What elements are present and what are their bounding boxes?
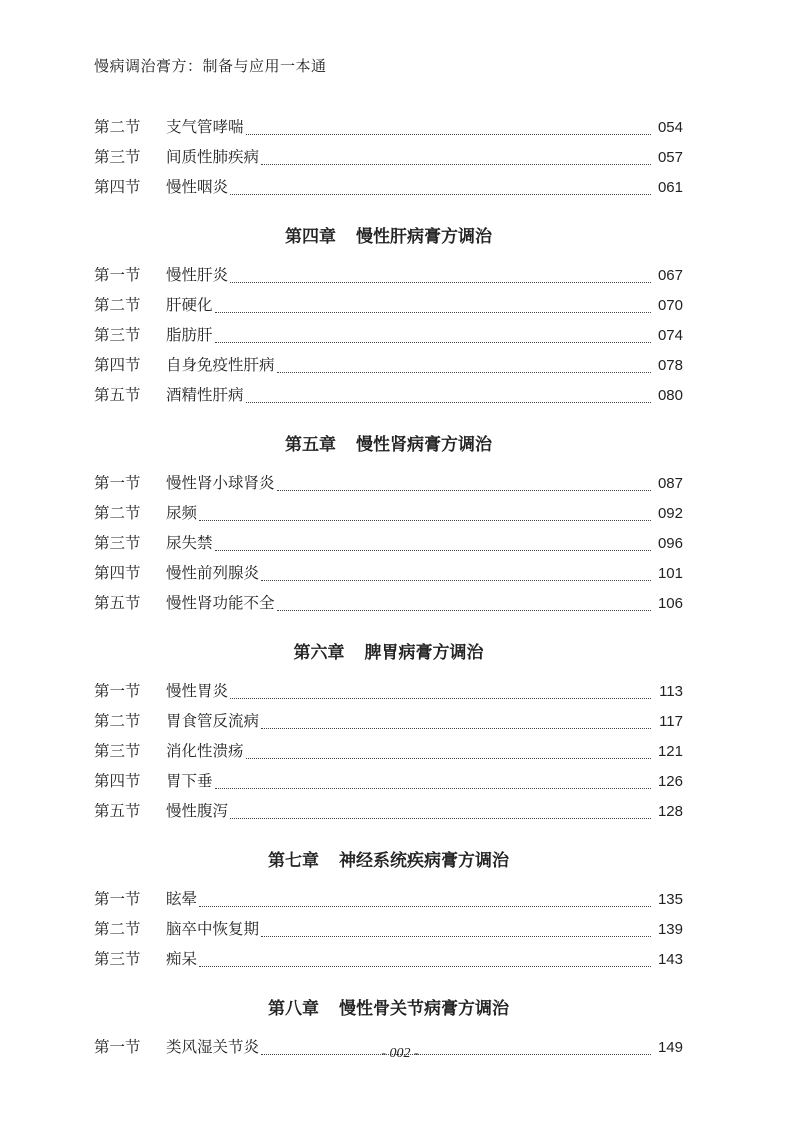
chapter-number: 第五章 [285,434,336,455]
toc-entry [94,293,683,323]
section-page-number: 070 [657,297,683,314]
chapter-title: 慢性肾病膏方调治 [356,434,492,455]
dot-leader [261,728,651,729]
section-page-number: 121 [657,743,683,760]
section-label: 第五节 [94,802,141,820]
chapter-title: 慢性骨关节病膏方调治 [339,998,509,1019]
section-page-number: 087 [657,475,683,492]
section-label: 第三节 [94,950,141,968]
section-page-number: 128 [657,803,683,820]
section-page-number: 092 [657,505,683,522]
dot-leader [230,698,651,699]
section-title: 脑卒中恢复期 [166,920,260,938]
section-title: 尿失禁 [166,534,213,552]
section-label: 第四节 [94,356,141,374]
dot-leader [277,610,651,611]
toc-entry [94,383,683,413]
toc-entry [94,115,683,145]
dot-leader [246,402,651,403]
running-header: 慢病调治膏方：制备与应用一本通 [94,57,327,75]
section-title: 慢性肾功能不全 [166,594,275,612]
dot-leader [199,906,651,907]
dot-leader [230,282,651,283]
section-page-number: 149 [657,1039,683,1056]
section-label: 第四节 [94,564,141,582]
toc-entry [94,887,683,917]
section-title: 慢性胃炎 [166,682,229,700]
toc-entry [94,175,683,205]
section-label: 第一节 [94,474,141,492]
section-page-number: 135 [657,891,683,908]
toc-entry [94,353,683,383]
section-label: 第五节 [94,386,141,404]
section-title: 胃食管反流病 [166,712,260,730]
dot-leader [215,550,651,551]
toc-entry [94,947,683,977]
dot-leader [199,520,651,521]
section-page-number: 143 [657,951,683,968]
section-title: 慢性前列腺炎 [166,564,260,582]
chapter-title: 脾胃病膏方调治 [364,642,484,663]
toc-entry [94,769,683,799]
section-title: 消化性溃疡 [166,742,244,760]
toc-entry [94,263,683,293]
section-label: 第四节 [94,178,141,196]
section-title: 类风湿关节炎 [166,1038,260,1056]
section-title: 尿频 [166,504,198,522]
table-of-contents [94,115,683,1065]
toc-entry [94,145,683,175]
toc-entry [94,799,683,829]
section-title: 间质性肺疾病 [166,148,260,166]
section-title: 自身免疫性肝病 [166,356,275,374]
dot-leader [199,966,651,967]
chapter-number: 第七章 [268,850,319,871]
section-label: 第二节 [94,118,141,136]
chapter-title: 慢性肝病膏方调治 [356,226,492,247]
section-page-number: 080 [657,387,683,404]
section-title: 慢性咽炎 [166,178,229,196]
dot-leader [230,818,651,819]
section-title: 慢性腹泻 [166,802,229,820]
section-title: 慢性肾小球肾炎 [166,474,275,492]
section-label: 第三节 [94,534,141,552]
dot-leader [261,164,651,165]
section-title: 脂肪肝 [166,326,213,344]
chapter-number: 第六章 [293,642,345,663]
toc-entry [94,917,683,947]
section-title: 肝硬化 [166,296,213,314]
section-page-number: 106 [657,595,683,612]
section-page-number: 117 [659,713,683,730]
chapter-number: 第四章 [285,226,336,247]
dot-leader [246,134,651,135]
dot-leader [215,788,651,789]
dot-leader [215,342,651,343]
section-page-number: 101 [657,565,683,582]
toc-entry [94,531,683,561]
section-page-number: 074 [657,327,683,344]
dot-leader [261,580,651,581]
chapter-number: 第八章 [268,998,319,1019]
page-number: - 002 - [381,1046,419,1061]
section-page-number: 139 [657,921,683,938]
section-label: 第二节 [94,712,141,730]
chapter-heading [94,837,683,879]
toc-entry [94,471,683,501]
section-page-number: 054 [657,119,683,136]
chapter-title: 神经系统疾病膏方调治 [339,850,509,871]
toc-entry [94,561,683,591]
section-label: 第一节 [94,682,141,700]
toc-entry [94,709,683,739]
dot-leader [277,372,651,373]
section-page-number: 057 [657,149,683,166]
section-label: 第三节 [94,148,141,166]
chapter-heading [94,213,683,255]
section-title: 慢性肝炎 [166,266,229,284]
section-title: 酒精性肝病 [166,386,244,404]
toc-entry [94,323,683,353]
section-label: 第五节 [94,594,141,612]
section-label: 第三节 [94,742,141,760]
chapter-heading [94,985,683,1027]
section-label: 第三节 [94,326,141,344]
section-page-number: 078 [657,357,683,374]
section-label: 第一节 [94,1038,141,1056]
section-label: 第二节 [94,504,141,522]
section-label: 第四节 [94,772,141,790]
chapter-heading [94,421,683,463]
section-title: 支气管哮喘 [166,118,244,136]
section-label: 第一节 [94,266,141,284]
section-page-number: 061 [657,179,683,196]
dot-leader [215,312,651,313]
section-page-number: 126 [657,773,683,790]
section-page-number: 096 [657,535,683,552]
dot-leader [246,758,651,759]
section-label: 第二节 [94,920,141,938]
toc-entry [94,739,683,769]
section-title: 眩晕 [166,890,198,908]
section-page-number: 067 [657,267,683,284]
dot-leader [277,490,651,491]
dot-leader [261,936,651,937]
section-label: 第一节 [94,890,141,908]
toc-entry [94,501,683,531]
dot-leader [230,194,651,195]
toc-entry [94,679,683,709]
section-title: 胃下垂 [166,772,213,790]
chapter-heading [94,629,683,671]
section-page-number: 113 [659,683,683,700]
section-title: 痴呆 [166,950,198,968]
toc-entry [94,591,683,621]
section-label: 第二节 [94,296,141,314]
